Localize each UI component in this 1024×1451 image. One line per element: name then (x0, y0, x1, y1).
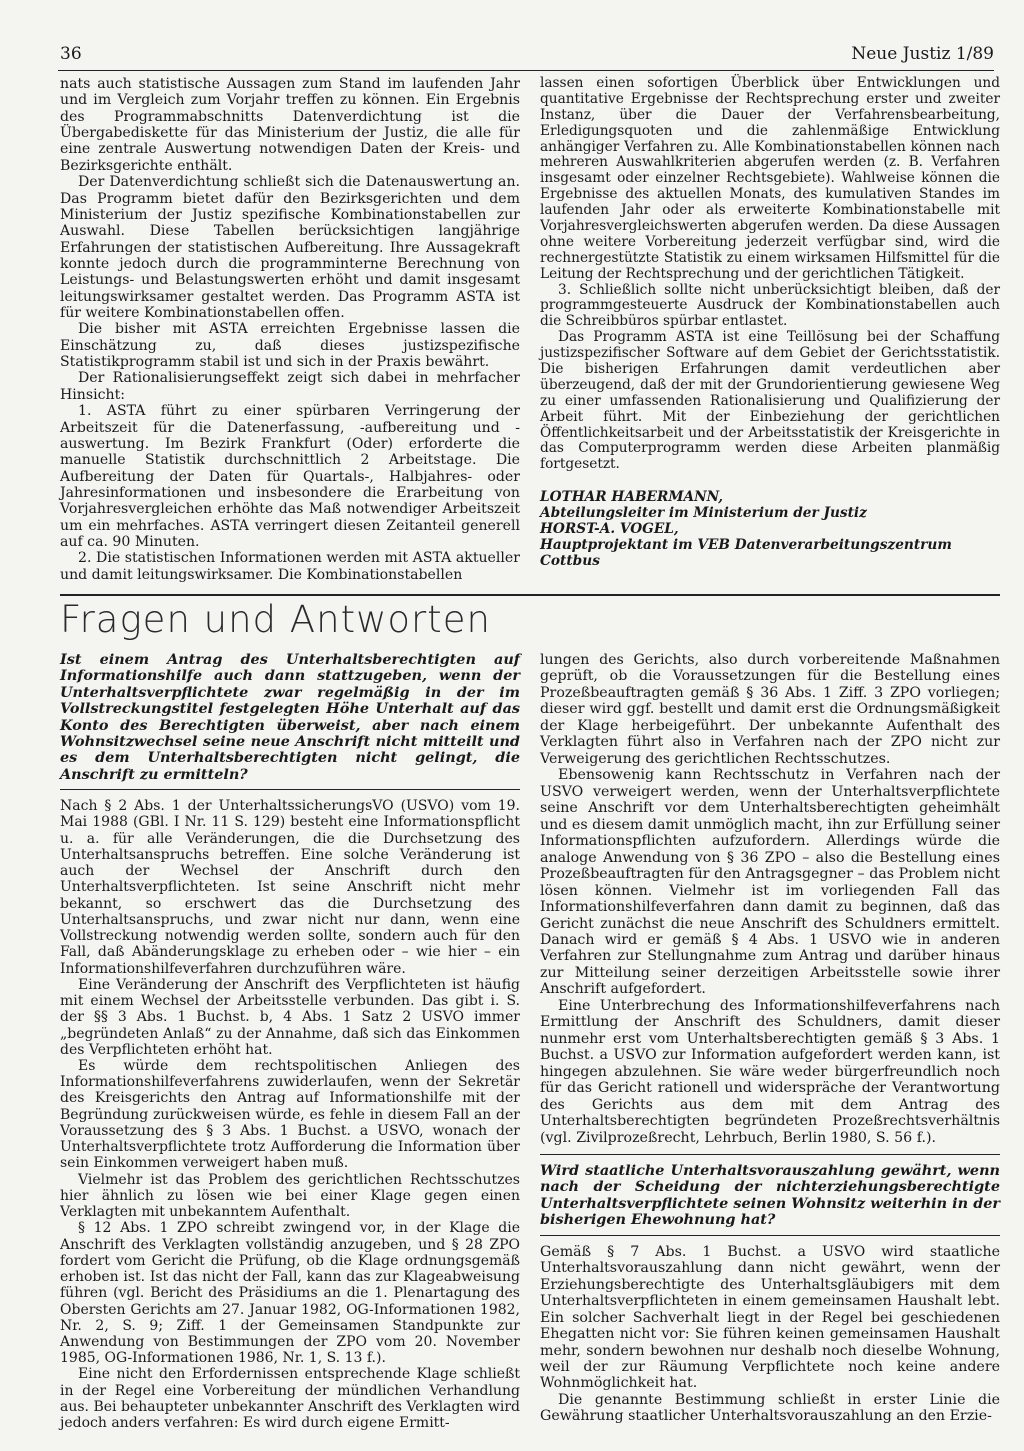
paragraph: Der Datenverdichtung schließt sich die Datenauswertung an. Das Programm bietet dafür den Bezirksgerichten und dem Ministerium der Justiz spezifische Kombinationstabellen zur Auswahl. Diese Tabellen berücksichtigen langjährige Erfahrungen der statistischen Aufbereitung. Ihre Aussagekraft konnte jedoch durch die programminterne Berechnung von Leistungs- und Belastungswerten erhöht und damit insgesamt leitungswirksamer gestaltet werden. Das Programm ASTA ist für weitere Kombinationstabellen offen. (60, 174, 520, 322)
question: Wird staatliche Unterhaltsvorauszahlung gewährt, wenn nach der Scheidung der nichterziehungsberechtigte Unterhaltsverpflichtete seinen Wohnsitz weiterhin in der bisherigen Ehewohnung hat? (540, 1162, 1000, 1229)
author-name: LOTHAR HABERMANN, (540, 489, 724, 506)
section-title: Fragen und Antworten (60, 598, 491, 641)
paragraph: Ebensowenig kann Rechtsschutz in Verfahren nach der USVO verweigert werden, wenn der Unterhaltsverpflichtete seine Anschrift vor dem Unterhaltsberechtigten geheimhält und es diesem damit unmöglich macht, ihn zur Erfüllung seiner Informationspflichten aufzufordern. Allerdings würde die analoge Anwendung von § 36 ZPO – also die Bestellung eines Prozeßbeauftragten für den Antragsgegner – das Problem nicht lösen können. Vielmehr ist im vorliegenden Fall das Informationshilfeverfahren dann damit zu beginnen, daß das Gericht zunächst die neue Anschrift des Schuldners ermittelt. Danach wird er gemäß § 4 Abs. 1 USVO wie in anderen Verfahren zur Stellungnahme zum Antrag und darüber hinaus zur Mitteilung seiner derzeitigen Arbeitsstelle sowie ihrer Anschrift aufgefordert. (540, 767, 1000, 998)
paragraph: Vielmehr ist das Problem des gerichtlichen Rechtsschutzes hier ähnlich zu lösen wie bei einer Klage gegen einen Verklagten mit unbekanntem Aufenthalt. (60, 1171, 520, 1221)
question: Ist einem Antrag des Unterhaltsberechtigten auf Informationshilfe auch dann stattzugeben, wenn der Unterhaltsverpflichtete zwar regelmäßig in der im Vollstreckungstitel festgelegten Höhe Unterhalt auf das Konto des Berechtigten überweist, aber nach einem Wohnsitzwechsel seine neue Anschrift nicht mitteilt und es dem Unterhaltsberechtigten nicht gelingt, die Anschrift zu ermitteln? (60, 651, 520, 783)
section-title-bar (60, 594, 1000, 640)
question-rule (540, 1235, 1000, 1236)
paragraph: Der Rationalisierungseffekt zeigt sich dabei in mehrfacher Hinsicht: (60, 370, 520, 403)
paragraph: Eine Unterbrechung des Informationshilfeverfahrens nach Ermittlung der Anschrift des Schuldners, damit dieser nunmehr erst vom Unterhaltsberechtigten gemäß § 3 Abs. 1 Buchst. a USVO zur Information aufgefordert werden kann, ist hingegen abzulehnen. Sie wäre weder bürgerfreundlich noch für das Gericht rationell und widerspräche der Verantwortung des Gerichts aus dem mit dem Antrag des Unterhaltsberechtigten begründeten Prozeßrechtsverhältnis (vgl. Zivilprozeßrecht, Lehrbuch, Berlin 1980, S. 56 f.). (540, 997, 1000, 1146)
author-title: Abteilungsleiter im Ministerium der Justiz (540, 505, 867, 522)
question-rule (60, 789, 520, 790)
paragraph: § 12 Abs. 1 ZPO schreibt zwingend vor, in der Klage die Anschrift des Verklagten vollständig anzugeben, und § 28 ZPO fordert vom Gericht die Prüfung, ob die Klage ordnungsgemäß erhoben ist. Ist das nicht der Fall, kann das zur Klageabweisung führen (vgl. Bericht des Präsidiums an die 1. Plenartagung des Obersten Gerichts am 27. Januar 1982, OG-Informationen 1982, Nr. 2, S. 9; Ziff. 1 der Gemeinsamen Standpunkte zur Anwendung von Bestimmungen der ZPO vom 20. November 1985, OG-Informationen 1986, Nr. 1, S. 13 f.). (60, 1220, 520, 1367)
paragraph: Nach § 2 Abs. 1 der UnterhaltssicherungsVO (USVO) vom 19. Mai 1988 (GBl. I Nr. 11 S. 129) besteht eine Informationspflicht u. a. für alle Veränderungen, die die Durchsetzung des Unterhaltsanspruchs betreffen. Eine solche Veränderung ist auch der Wechsel der Anschrift durch den Unterhaltsverpflichteten. Ist seine Anschrift nicht mehr bekannt, so erschwert das die Durchsetzung des Unterhaltsanspruchs, und zwar nicht nur dann, wenn eine Vollstreckung notwendig werden sollte, sondern auch für den Fall, daß Abänderungsklage zu erheben oder – wie hier – ein Informationshilfeverfahren durchzuführen wäre. (60, 798, 520, 977)
journal-issue: Neue Justiz 1/89 (851, 44, 994, 64)
paragraph: nats auch statistische Aussagen zum Stand im laufenden Jahr und im Vergleich zum Vorjahr treffen zu können. Ein Ergebnis des Programmabschnitts Datenverdichtung ist die Übergabediskette für das Ministerium der Justiz, die alle für eine zentrale Auswertung notwendigen Daten der Kreis- und Bezirksgerichte enthält. (60, 76, 520, 174)
paragraph: Es würde dem rechtspolitischen Anliegen des Informationshilfeverfahrens zuwiderlaufen, wenn der Sekretär des Kreisgerichts den Antrag auf Informationshilfe mit der Begründung zurückweisen würde, es fehle in diesem Fall an der Voraussetzung des § 3 Abs. 1 Buchst. a USVO, wonach der Unterhaltsverpflichtete trotz Aufforderung die Information über sein Einkommen verweigert haben muß. (60, 1058, 520, 1172)
author-name: HORST-A. VOGEL, (540, 521, 679, 538)
paragraph: 3. Schließlich sollte nicht unberücksichtigt bleiben, daß der programmgesteuerte Ausdruck der Kombinationstabellen auch die Schreibbüros spürbar entlastet. (540, 281, 1000, 330)
top-left-column (60, 76, 520, 583)
page-header (60, 44, 994, 68)
paragraph: Das Programm ASTA ist eine Teillösung bei der Schaffung justizspezifischer Software auf dem Gebiet der Gerichtsstatistik. Die bisherigen Erfahrungen damit verdeutlichen aber überzeugend, daß der mit der Grundorientierung gewiesene Weg zu einer umfassenden Rationalisierung und Qualifizierung der Arbeit führt. Mit der Einbeziehung der gerichtlichen Öffentlichkeitsarbeit und der Arbeitsstatistik der Kreisgerichte in das Computerprogramm werden diese Arbeiten planmäßig fortgesetzt. (540, 329, 1000, 473)
paragraph: Die bisher mit ASTA erreichten Ergebnisse lassen die Einschätzung zu, daß dieses justizspezifische Statistikprogramm stabil ist und sich in der Praxis bewährt. (60, 321, 520, 371)
paragraph: Eine nicht den Erfordernissen entsprechende Klage schließt in der Regel eine Vorbereitung der mündlichen Verhandlung aus. Bei behaupteter unbekannter Anschrift des Verklagten wird jedoch anders verfahren: Es wird durch eigene Ermitt- (60, 1366, 520, 1432)
paragraph: Die genannte Bestimmung schließt in erster Linie die Gewährung staatlicher Unterhaltsvorauszahlung an den Erzie- (540, 1391, 1000, 1425)
question-rule (540, 1154, 1000, 1155)
header-rule (58, 70, 994, 71)
author-signature (540, 490, 1000, 569)
top-right-column (540, 76, 1000, 570)
paragraph: lassen einen sofortigen Überblick über Entwicklungen und quantitative Ergebnisse der Rechtsprechung erster und zweiter Instanz, über die Dauer der Verfahrensbearbeitung, Erledigungsquoten und die zahlenmäßige Entwicklung anhängiger Verfahren zu. Alle Kombinationstabellen können nach mehreren Auswahlkriterien abgerufen werden (z. B. Verfahren insgesamt oder einzelner Rechtsgebiete). Wahlweise können die Ergebnisse des aktuellen Monats, des kumulativen Standes im laufenden Jahr oder als erweiterte Kombinationstabelle mit Vorjahresvergleichswerten abgerufen werden. Da diese Aussagen ohne weitere Vorbereitung jederzeit verfügbar sind, wird die rechnergestützte Statistik zu einem wirksamen Hilfsmittel für die Leitung der Rechtsprechung und der gerichtlichen Tätigkeit. (540, 75, 1000, 282)
paragraph: 1. ASTA führt zu einer spürbaren Verringerung der Arbeitszeit für die Datenerfassung, -aufbereitung und -auswertung. Im Bezirk Frankfurt (Oder) erforderte die manuelle Statistik durchschnittlich 2 Arbeitstage. Die Aufbereitung der Daten für Quartals-, Halbjahres- oder Jahresinformationen und insbesondere die Erarbeitung von Vorjahresvergleichen erhöhte das Maß notwendiger Arbeitszeit um ein mehrfaches. ASTA verringert diesen Zeitanteil generell auf ca. 90 Minuten. (60, 403, 520, 551)
paragraph: Eine Veränderung der Anschrift des Verpflichteten ist häufig mit einem Wechsel der Arbeitsstelle verbunden. Das gibt i. S. der §§ 3 Abs. 1 Buchst. b, 4 Abs. 1 Satz 2 USVO immer „begründeten Anlaß“ zu der Annahme, daß sich das Einkommen des Verpflichteten erhöht hat. (60, 976, 520, 1058)
paragraph: 2. Die statistischen Informationen werden mit ASTA aktueller und damit leitungswirksamer. Die Kombinationstabellen (60, 550, 520, 583)
paragraph: Gemäß § 7 Abs. 1 Buchst. a USVO wird staatliche Unterhaltsvorauszahlung dann nicht gewährt, wenn der Erziehungsberechtigte des Unterhaltsgläubigers mit dem Unterhaltsverpflichteten in einem gemeinsamen Haushalt lebt. Ein solcher Sachverhalt liegt in der Regel bei geschiedenen Ehegatten nicht vor: Sie führen keinen gemeinsamen Haushalt mehr, sondern bewohnen nur deshalb noch dieselbe Wohnung, weil der zur Räumung Verpflichtete noch keine andere Wohnmöglichkeit hat. (540, 1243, 1000, 1392)
bottom-right-column (540, 652, 1000, 1425)
page-number: 36 (60, 44, 82, 64)
author-title: Hauptprojektant im VEB Datenverarbeitungszentrum Cottbus (540, 536, 952, 569)
paragraph: lungen des Gerichts, also durch vorbereitende Maßnahmen geprüft, ob die Voraussetzungen für die Bestellung eines Prozeßbeauftragten gemäß § 36 Abs. 1 Ziff. 3 ZPO vorliegen; dieser wird ggf. bestellt und damit erst die Ordnungsmäßigkeit der Klage herbeigeführt. Der unbekannte Aufenthalt des Verklagten führt also in Verfahren nach der ZPO nicht zur Verweigerung des gerichtlichen Rechtsschutzes. (540, 652, 1000, 767)
bottom-left-column (60, 652, 520, 1431)
